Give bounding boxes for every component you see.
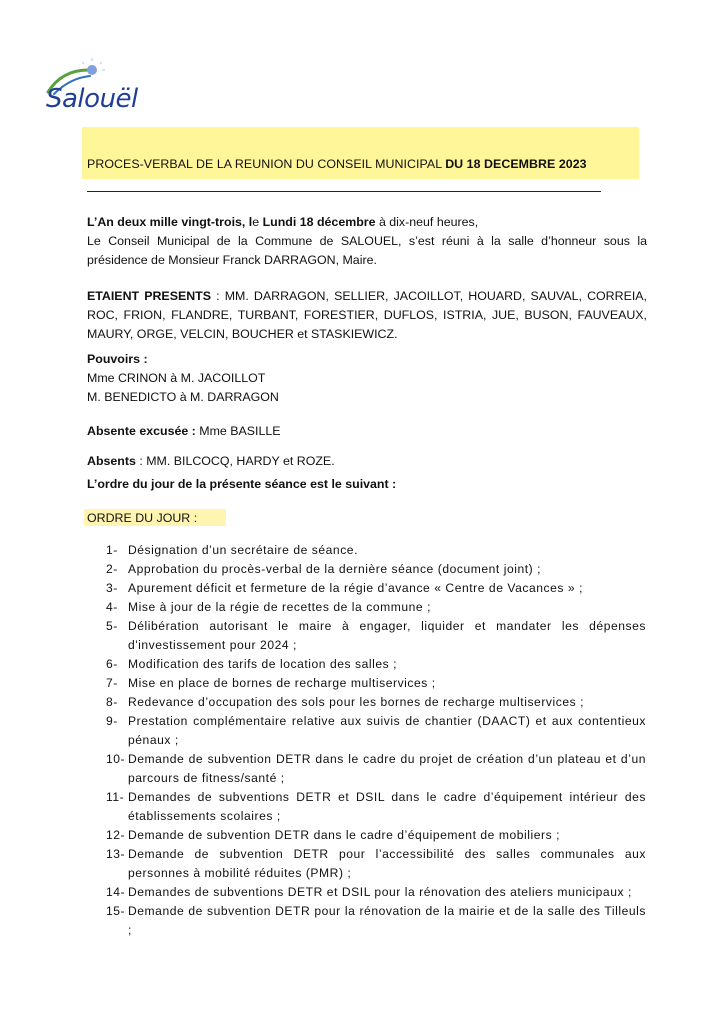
agenda-item xyxy=(106,560,646,579)
title-highlight xyxy=(82,127,639,179)
agenda-item-number: 7- xyxy=(106,676,118,690)
agenda-item-number: 9- xyxy=(106,714,118,728)
agenda-item-text: Demande de subvention DETR pour l’accessibilité des salles communales aux personnes à mobilité réduites (PMR) ; xyxy=(128,847,646,880)
agenda-item xyxy=(106,788,646,826)
pouvoir-line: M. BENEDICTO à M. DARRAGON xyxy=(87,390,279,404)
absente-section xyxy=(87,422,647,441)
agenda-item-number: 12- xyxy=(106,828,126,842)
title-date: DU 18 DECEMBRE 2023 xyxy=(445,157,587,171)
agenda-item xyxy=(106,883,646,902)
agenda-item xyxy=(106,902,646,940)
pouvoirs-section xyxy=(87,350,647,407)
agenda-item xyxy=(106,693,646,712)
salouel-logo xyxy=(40,58,138,118)
intro-text-1: e xyxy=(252,215,263,229)
separator-line xyxy=(87,191,601,192)
agenda-item-text: Approbation du procès-verbal de la dernière séance (document joint) ; xyxy=(128,562,542,576)
agenda-item-number: 15- xyxy=(106,904,126,918)
absente-name: Mme BASILLE xyxy=(195,424,281,438)
agenda-item-text: Délibération autorisant le maire à engager, liquider et mandater les dépenses d'investissement pour 2024 ; xyxy=(128,619,646,652)
agenda-item-number: 3- xyxy=(106,581,118,595)
absents-names: : MM. BILCOCQ, HARDY et ROZE. xyxy=(135,454,335,468)
agenda-item xyxy=(106,598,646,617)
agenda-item-text: Demandes de subventions DETR et DSIL pour la rénovation des ateliers municipaux ; xyxy=(128,885,632,899)
intro-line-1 xyxy=(87,213,647,232)
intro-section xyxy=(87,213,647,270)
intro-year: L’An deux mille vingt-trois, l xyxy=(87,215,253,229)
logo-wordmark: Salouël xyxy=(46,84,138,114)
ordre-intro: L’ordre du jour de la présente séance est le suivant : xyxy=(87,477,397,491)
agenda-item xyxy=(106,579,646,598)
agenda-item-number: 6- xyxy=(106,657,118,671)
agenda-item-number: 14- xyxy=(106,885,126,899)
agenda-item-text: Demande de subvention DETR dans le cadre d’équipement de mobiliers ; xyxy=(128,828,561,842)
agenda-item-text: Demande de subvention DETR pour la rénovation de la mairie et de la salle des Tilleuls ; xyxy=(128,904,646,937)
agenda-item xyxy=(106,826,646,845)
page-title xyxy=(87,157,647,171)
absente-label: Absente excusée : xyxy=(87,424,196,438)
agenda-item-number: 5- xyxy=(106,619,118,633)
intro-text-2: à dix-neuf heures, xyxy=(375,215,479,229)
agenda-item xyxy=(106,617,646,655)
agenda-item-text: Modification des tarifs de location des salles ; xyxy=(128,657,398,671)
presents-section xyxy=(87,287,647,344)
agenda-item-number: 8- xyxy=(106,695,118,709)
agenda-item-number: 1- xyxy=(106,543,118,557)
title-regular: PROCES-VERBAL DE LA REUNION DU CONSEIL MUNICIPAL xyxy=(87,157,446,171)
agenda-item-text: Mise en place de bornes de recharge multiservices ; xyxy=(128,676,436,690)
agenda-item xyxy=(106,655,646,674)
agenda-list xyxy=(106,541,646,940)
presents-label: ETAIENT PRESENTS xyxy=(87,289,211,303)
agenda-item-text: Demande de subvention DETR dans le cadre du projet de création d’un plateau et d’un parcours de fitness/santé ; xyxy=(128,752,646,785)
agenda-item-text: Redevance d’occupation des sols pour les bornes de recharge multiservices ; xyxy=(128,695,585,709)
agenda-item-number: 10- xyxy=(106,752,126,766)
agenda-item-number: 2- xyxy=(106,562,118,576)
agenda-item-text: Prestation complémentaire relative aux suivis de chantier (DAACT) et aux contentieux pénaux ; xyxy=(128,714,646,747)
agenda-item xyxy=(106,845,646,883)
pouvoir-line: Mme CRINON à M. JACOILLOT xyxy=(87,371,266,385)
agenda-item-number: 4- xyxy=(106,600,118,614)
agenda-item-text: Désignation d’un secrétaire de séance. xyxy=(128,543,358,557)
absents-section xyxy=(87,452,647,471)
ordre-du-jour-label: ORDRE DU JOUR : xyxy=(87,511,198,525)
presents-list: : MM. DARRAGON, SELLIER, JACOILLOT, HOUARD, SAUVAL, CORREIA, ROC, FRION, FLANDRE, TURBANT, FORESTIER, DUFLOS, ISTRIA, JUE, BUSON, FAUVEAUX, MAURY, ORGE, VELCIN, BOUCHER et STASKIEWICZ. xyxy=(87,289,647,341)
agenda-item-number: 11- xyxy=(106,790,125,804)
intro-date: Lundi 18 décembre xyxy=(262,215,376,229)
agenda-item-text: Demandes de subventions DETR et DSIL dans le cadre d’équipement intérieur des établissements scolaires ; xyxy=(128,790,646,823)
intro-paragraph: Le Conseil Municipal de la Commune de SALOUEL, s’est réuni à la salle d’honneur sous la présidence de Monsieur Franck DARRAGON, Maire. xyxy=(87,234,647,267)
agenda-item-number: 13- xyxy=(106,847,126,861)
agenda-item xyxy=(106,750,646,788)
agenda-item xyxy=(106,674,646,693)
agenda-item-text: Mise à jour de la régie de recettes de la commune ; xyxy=(128,600,431,614)
pouvoirs-label: Pouvoirs : xyxy=(87,352,148,366)
absents-label: Absents xyxy=(87,454,136,468)
agenda-item xyxy=(106,712,646,750)
agenda-item-text: Apurement déficit et fermeture de la régie d’avance « Centre de Vacances » ; xyxy=(128,581,584,595)
agenda-item xyxy=(106,541,646,560)
